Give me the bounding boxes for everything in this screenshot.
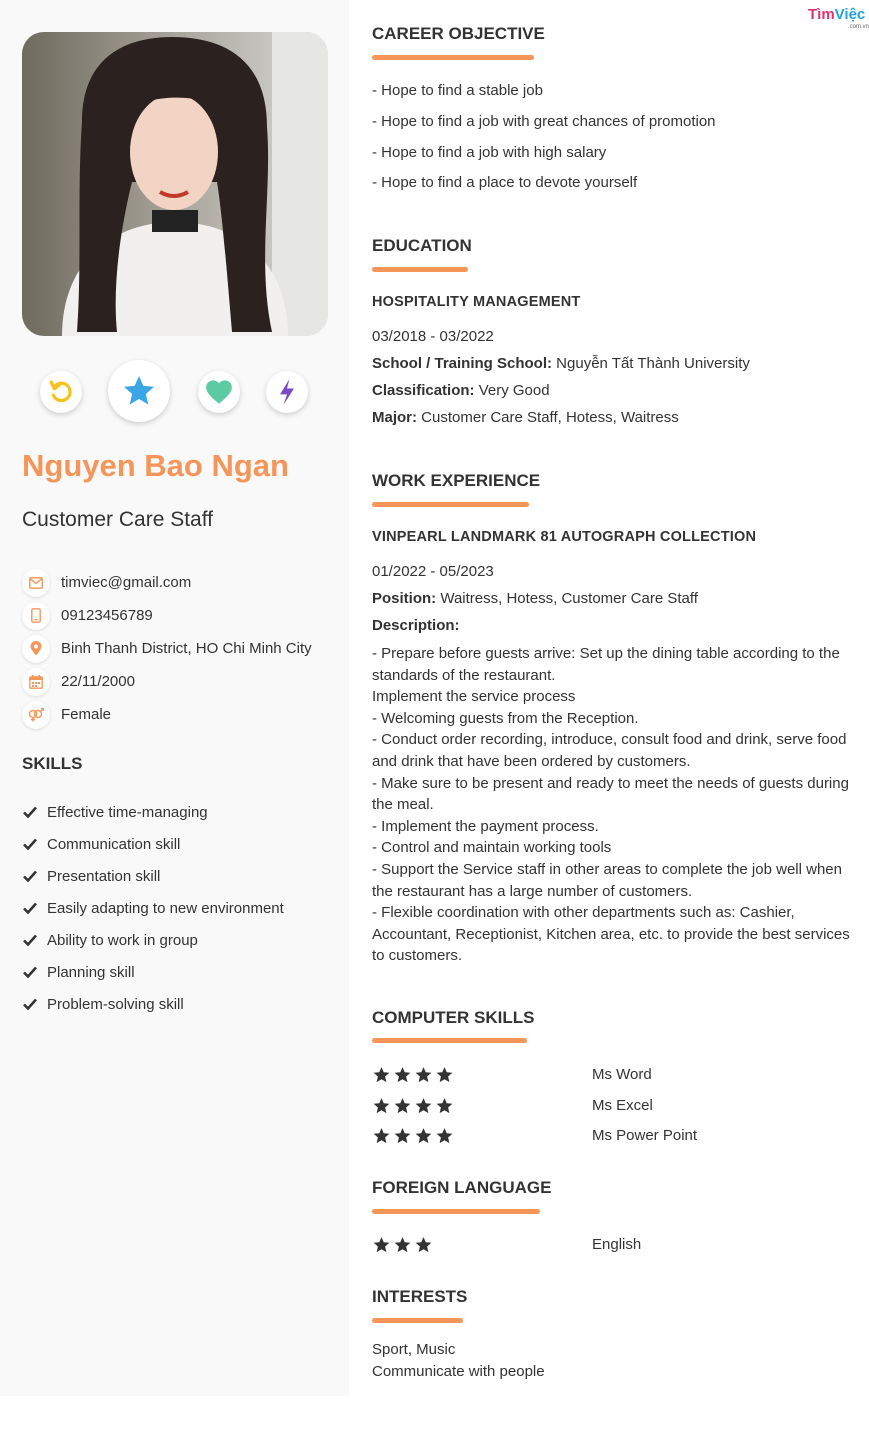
star-icon (414, 1127, 433, 1145)
skill-item: Presentation skill (22, 860, 284, 892)
job-title: Customer Care Staff (22, 508, 214, 531)
skill-item: Easily adapting to new environment (22, 892, 284, 924)
contact-email: timviec@gmail.com (22, 566, 342, 599)
star-icon (414, 1066, 433, 1084)
star-icon (393, 1127, 412, 1145)
star-icon (121, 373, 157, 409)
education-school: School / Training School: Nguyễn Tất Thành University (372, 355, 750, 372)
contact-phone: 09123456789 (22, 599, 342, 632)
check-icon (22, 836, 38, 852)
contact-birthday: 22/11/2000 (22, 665, 342, 698)
timviec-logo[interactable]: TìmViệc .com.vn (808, 6, 869, 30)
interest-item: Sport, Music (372, 1341, 456, 1358)
star-icon (393, 1097, 412, 1115)
heart-icon (205, 379, 233, 405)
skill-item: Planning skill (22, 956, 284, 988)
skill-item: Problem-solving skill (22, 988, 284, 1020)
check-icon (22, 996, 38, 1012)
boost-button[interactable] (266, 371, 308, 413)
check-icon (22, 868, 38, 884)
star-rating (372, 1236, 433, 1254)
star-rating (372, 1066, 454, 1084)
star-icon (372, 1066, 391, 1084)
lightning-icon (276, 378, 298, 406)
skills-title: SKILLS (22, 754, 83, 773)
star-icon (372, 1236, 391, 1254)
star-button[interactable] (108, 360, 170, 422)
career-item: - Hope to find a place to devote yourself (372, 174, 638, 191)
computer-skill-name: Ms Word (592, 1066, 652, 1083)
computer-skill-name: Ms Excel (592, 1097, 653, 1114)
computer-skill-name: Ms Power Point (592, 1127, 698, 1144)
location-pin-icon (22, 635, 50, 663)
candidate-name: Nguyen Bao Ngan (22, 448, 289, 483)
section-underline (372, 1318, 463, 1323)
star-icon (414, 1236, 433, 1254)
star-icon (393, 1066, 412, 1084)
section-underline (372, 502, 529, 507)
language-name: English (592, 1236, 642, 1253)
work-experience-title: WORK EXPERIENCE (372, 471, 541, 490)
computer-skills-title: COMPUTER SKILLS (372, 1008, 535, 1027)
education-classification: Classification: Very Good (372, 382, 550, 399)
undo-button[interactable] (40, 371, 82, 413)
star-icon (393, 1236, 412, 1254)
phone-icon (22, 602, 50, 630)
star-icon (372, 1127, 391, 1145)
work-position: Position: Waitress, Hotess, Customer Care Staff (372, 590, 698, 607)
sidebar (0, 0, 349, 1396)
skill-item: Communication skill (22, 828, 284, 860)
career-item: - Hope to find a stable job (372, 82, 543, 99)
star-icon (372, 1097, 391, 1115)
education-major: Major: Customer Care Staff, Hotess, Waitress (372, 409, 679, 426)
skills-list (22, 796, 284, 1020)
heart-button[interactable] (198, 371, 240, 413)
section-underline (372, 1209, 540, 1214)
work-description: - Prepare before guests arrive: Set up the dining table according to the standards of the restaurant. Implement the service process - Welcoming guests from the Reception. - Conduct order recording, introduce, consult food and drink, serve food and drink that have been ordered by customers. - Make sure to be present and ready to meet the needs of guests during the meal. - Implement the payment process. - Control and maintain working tools - Support the Service staff in other areas to complete the job well when the restaurant has a large number of customers. - Flexible coordination with other departments such as: Cashier, Accountant, Receptionist, Kitchen area, etc. to provide the best services to customers. (372, 645, 850, 965)
contact-list (22, 566, 342, 731)
undo-icon (48, 379, 74, 405)
profile-photo (22, 32, 328, 336)
check-icon (22, 804, 38, 820)
skill-item: Effective time-managing (22, 796, 284, 828)
star-icon (435, 1066, 454, 1084)
career-item: - Hope to find a job with high salary (372, 144, 607, 161)
check-icon (22, 900, 38, 916)
contact-address: Binh Thanh District, HO Chi Minh City (22, 632, 342, 665)
star-rating (372, 1127, 454, 1145)
star-rating (372, 1097, 454, 1115)
contact-gender: Female (22, 698, 342, 731)
career-item: - Hope to find a job with great chances of promotion (372, 113, 716, 130)
check-icon (22, 964, 38, 980)
skill-item: Ability to work in group (22, 924, 284, 956)
section-underline (372, 55, 534, 60)
gender-icon (22, 701, 50, 729)
star-icon (435, 1097, 454, 1115)
check-icon (22, 932, 38, 948)
career-objective-title: CAREER OBJECTIVE (372, 24, 545, 43)
work-description-label: Description: (372, 617, 460, 634)
education-dates: 03/2018 - 03/2022 (372, 328, 494, 345)
education-major-title: HOSPITALITY MANAGEMENT (372, 294, 581, 310)
education-title: EDUCATION (372, 236, 472, 255)
star-icon (435, 1127, 454, 1145)
mail-icon (22, 569, 50, 597)
foreign-language-title: FOREIGN LANGUAGE (372, 1178, 552, 1197)
action-buttons (0, 360, 349, 426)
calendar-icon (22, 668, 50, 696)
interest-item: Communicate with people (372, 1363, 545, 1380)
section-underline (372, 1038, 527, 1043)
interests-title: INTERESTS (372, 1287, 468, 1306)
star-icon (414, 1097, 433, 1115)
work-company: VINPEARL LANDMARK 81 AUTOGRAPH COLLECTION (372, 529, 757, 545)
work-dates: 01/2022 - 05/2023 (372, 563, 494, 580)
section-underline (372, 267, 468, 272)
